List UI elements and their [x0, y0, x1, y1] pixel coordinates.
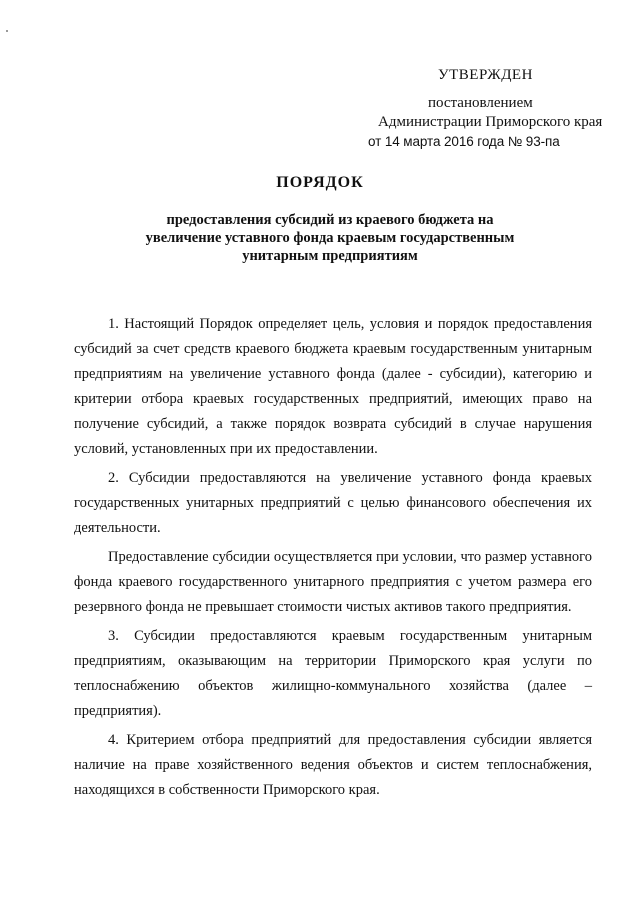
- document-title: ПОРЯДОК: [276, 174, 364, 191]
- approval-date-number: от 14 марта 2016 года № 93-па: [368, 134, 560, 149]
- paragraph-3: Предоставление субсидии осуществляется при условии, что размер уставного фонда краевого государственного унитарного предприятия с учетом размера его резервного фонда не превышает стоимости чистых активов такого предприятия.: [74, 549, 592, 615]
- scan-speck: [6, 30, 8, 32]
- subtitle-line-2: увеличение уставного фонда краевым государственным: [145, 230, 515, 246]
- document-body: [74, 312, 592, 803]
- paragraph-4: 3. Субсидии предоставляются краевым государственным унитарным предприятиям, оказывающим на территории Приморского края услуги по теплоснабжению объектов жилищно-коммунального хозяйства (далее – предприятия).: [74, 628, 592, 719]
- paragraph-1: 1. Настоящий Порядок определяет цель, условия и порядок предоставления субсидий за счет средств краевого бюджета краевым государственным унитарным предприятиям на увеличение уставного фонда (далее - субсидии), категорию и критерии отбора краевых государственных предприятий, имеющих право на получение субсидий, а также порядок возврата субсидий в случае нарушения условий, установленных при их предоставлении.: [74, 316, 592, 457]
- approval-stamp: [368, 66, 608, 151]
- approval-resolution-label: постановлением: [428, 95, 533, 111]
- subtitle-line-1: предоставления субсидий из краевого бюджета на: [166, 212, 494, 228]
- approval-heading: УТВЕРЖДЕН: [438, 67, 533, 83]
- document-subtitle: [60, 211, 600, 265]
- paragraph-5: 4. Критерием отбора предприятий для предоставления субсидии является наличие на праве хозяйственного ведения объектов и систем теплоснабжения, находящихся в собственности Приморского края.: [74, 732, 592, 798]
- approval-authority: Администрации Приморского края: [378, 114, 603, 130]
- paragraph-2: 2. Субсидии предоставляются на увеличение уставного фонда краевых государственных унитарных предприятий с целью финансового обеспечения их деятельности.: [74, 470, 592, 536]
- subtitle-line-3: унитарным предприятиям: [242, 248, 418, 264]
